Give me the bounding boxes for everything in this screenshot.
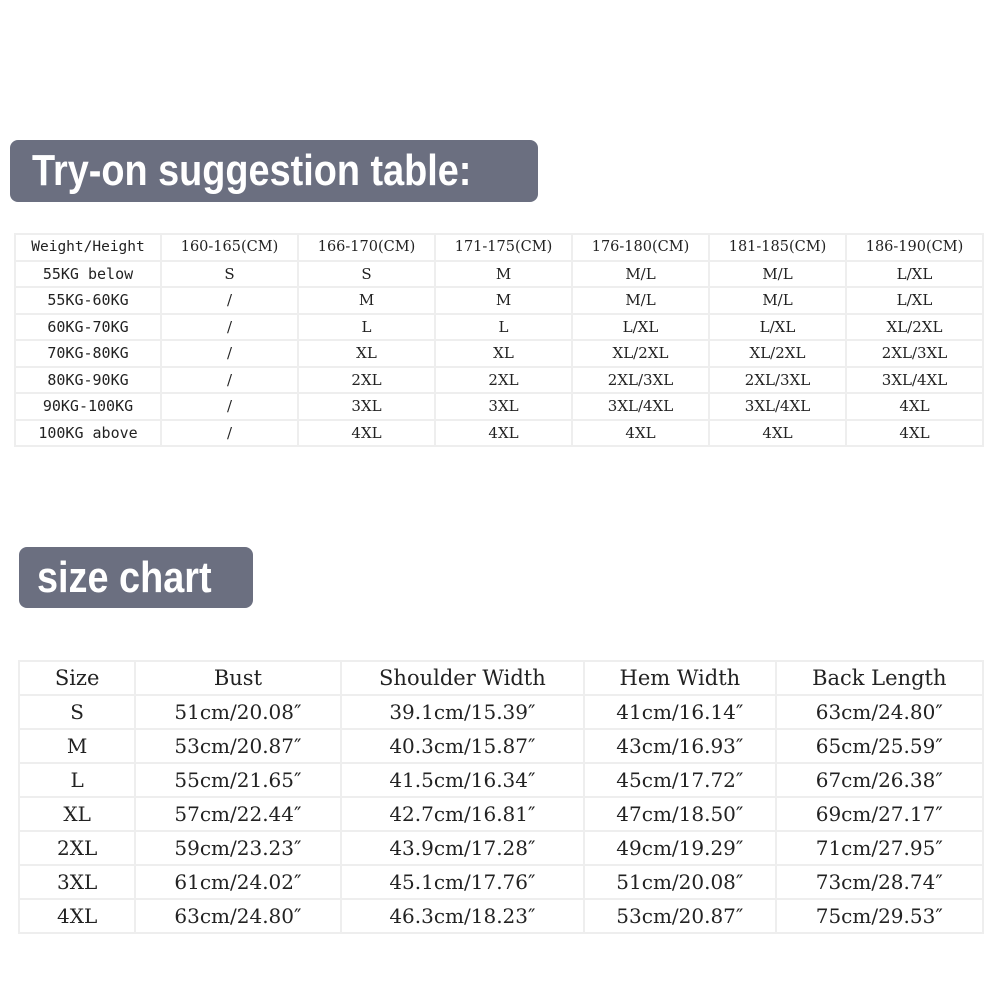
table-cell: 41cm/16.14″ — [585, 696, 774, 728]
column-header: Bust — [136, 662, 339, 694]
table-cell: 43.9cm/17.28″ — [342, 832, 584, 864]
table-cell: 2XL/3XL — [573, 368, 708, 393]
table-cell: 42.7cm/16.81″ — [342, 798, 584, 830]
table-cell: 67cm/26.38″ — [777, 764, 982, 796]
table-cell: 45.1cm/17.76″ — [342, 866, 584, 898]
table-cell: 2XL — [299, 368, 434, 393]
column-header: Size — [20, 662, 134, 694]
table-cell: 61cm/24.02″ — [136, 866, 339, 898]
table-cell: 4XL — [299, 421, 434, 446]
table-cell: 2XL/3XL — [847, 341, 982, 366]
row-label: XL — [20, 798, 134, 830]
table-cell: XL/2XL — [847, 315, 982, 340]
table-header-row — [20, 662, 982, 694]
table-cell: L/XL — [847, 288, 982, 313]
table-cell: 39.1cm/15.39″ — [342, 696, 584, 728]
table-cell: 3XL — [436, 394, 571, 419]
try-on-title-banner — [10, 140, 538, 202]
table-cell: XL — [436, 341, 571, 366]
table-cell: 59cm/23.23″ — [136, 832, 339, 864]
table-cell: 3XL/4XL — [710, 394, 845, 419]
row-label: L — [20, 764, 134, 796]
table-cell: 4XL — [847, 394, 982, 419]
table-cell: / — [162, 288, 297, 313]
table-cell: L — [436, 315, 571, 340]
column-header: 181-185(CM) — [710, 235, 845, 260]
table-row — [20, 764, 982, 796]
table-cell: 65cm/25.59″ — [777, 730, 982, 762]
table-row — [16, 394, 982, 419]
table-cell: / — [162, 394, 297, 419]
row-label: S — [20, 696, 134, 728]
column-header: 186-190(CM) — [847, 235, 982, 260]
size-chart-title-banner — [19, 547, 253, 608]
table-cell: 63cm/24.80″ — [136, 900, 339, 932]
column-header: Shoulder Width — [342, 662, 584, 694]
row-label: 4XL — [20, 900, 134, 932]
table-cell: M/L — [710, 262, 845, 287]
table-row — [20, 832, 982, 864]
row-label: M — [20, 730, 134, 762]
table-cell: 63cm/24.80″ — [777, 696, 982, 728]
row-label: 55KG below — [16, 262, 160, 287]
try-on-suggestion-table — [14, 233, 984, 447]
table-row — [20, 798, 982, 830]
row-label: 100KG above — [16, 421, 160, 446]
column-header: 171-175(CM) — [436, 235, 571, 260]
table-cell: 4XL — [847, 421, 982, 446]
table-cell: 69cm/27.17″ — [777, 798, 982, 830]
table-cell: L/XL — [710, 315, 845, 340]
table-cell: / — [162, 421, 297, 446]
table-cell: M — [436, 288, 571, 313]
size-chart-title: size chart — [37, 552, 212, 602]
column-header: 176-180(CM) — [573, 235, 708, 260]
table-row — [16, 315, 982, 340]
table-cell: 51cm/20.08″ — [136, 696, 339, 728]
table-cell: 53cm/20.87″ — [136, 730, 339, 762]
table-cell: S — [162, 262, 297, 287]
table-cell: 46.3cm/18.23″ — [342, 900, 584, 932]
table-cell: 47cm/18.50″ — [585, 798, 774, 830]
table-cell: 55cm/21.65″ — [136, 764, 339, 796]
size-chart-table — [18, 660, 984, 934]
table-row — [20, 866, 982, 898]
row-label: 2XL — [20, 832, 134, 864]
table-row — [16, 288, 982, 313]
table-cell: 49cm/19.29″ — [585, 832, 774, 864]
table-row — [16, 368, 982, 393]
table-cell: 2XL — [436, 368, 571, 393]
table-cell: M — [436, 262, 571, 287]
table-cell: 45cm/17.72″ — [585, 764, 774, 796]
table-cell: / — [162, 368, 297, 393]
row-label: 80KG-90KG — [16, 368, 160, 393]
table-cell: L/XL — [847, 262, 982, 287]
table-cell: 4XL — [436, 421, 571, 446]
table-header-row — [16, 235, 982, 260]
table-row — [20, 900, 982, 932]
column-header: Weight/Height — [16, 235, 160, 260]
table-row — [16, 341, 982, 366]
table-cell: M/L — [573, 288, 708, 313]
try-on-title: Try-on suggestion table: — [32, 146, 472, 195]
table-cell: 3XL — [299, 394, 434, 419]
column-header: 166-170(CM) — [299, 235, 434, 260]
table-cell: 3XL/4XL — [847, 368, 982, 393]
table-cell: 43cm/16.93″ — [585, 730, 774, 762]
table-cell: 4XL — [573, 421, 708, 446]
table-cell: L/XL — [573, 315, 708, 340]
table-cell: 3XL/4XL — [573, 394, 708, 419]
table-cell: 57cm/22.44″ — [136, 798, 339, 830]
table-cell: 53cm/20.87″ — [585, 900, 774, 932]
table-cell: M/L — [573, 262, 708, 287]
table-cell: 51cm/20.08″ — [585, 866, 774, 898]
table-cell: XL/2XL — [573, 341, 708, 366]
table-cell: XL/2XL — [710, 341, 845, 366]
row-label: 60KG-70KG — [16, 315, 160, 340]
row-label: 3XL — [20, 866, 134, 898]
column-header: 160-165(CM) — [162, 235, 297, 260]
table-row — [20, 730, 982, 762]
row-label: 70KG-80KG — [16, 341, 160, 366]
table-cell: M/L — [710, 288, 845, 313]
table-cell: 75cm/29.53″ — [777, 900, 982, 932]
table-row — [20, 696, 982, 728]
table-cell: 41.5cm/16.34″ — [342, 764, 584, 796]
table-cell: 73cm/28.74″ — [777, 866, 982, 898]
table-cell: S — [299, 262, 434, 287]
table-cell: 2XL/3XL — [710, 368, 845, 393]
table-cell: 40.3cm/15.87″ — [342, 730, 584, 762]
table-cell: / — [162, 341, 297, 366]
table-cell: / — [162, 315, 297, 340]
table-row — [16, 262, 982, 287]
table-cell: XL — [299, 341, 434, 366]
table-row — [16, 421, 982, 446]
table-cell: 71cm/27.95″ — [777, 832, 982, 864]
row-label: 90KG-100KG — [16, 394, 160, 419]
column-header: Back Length — [777, 662, 982, 694]
table-cell: L — [299, 315, 434, 340]
row-label: 55KG-60KG — [16, 288, 160, 313]
table-cell: M — [299, 288, 434, 313]
table-cell: 4XL — [710, 421, 845, 446]
column-header: Hem Width — [585, 662, 774, 694]
